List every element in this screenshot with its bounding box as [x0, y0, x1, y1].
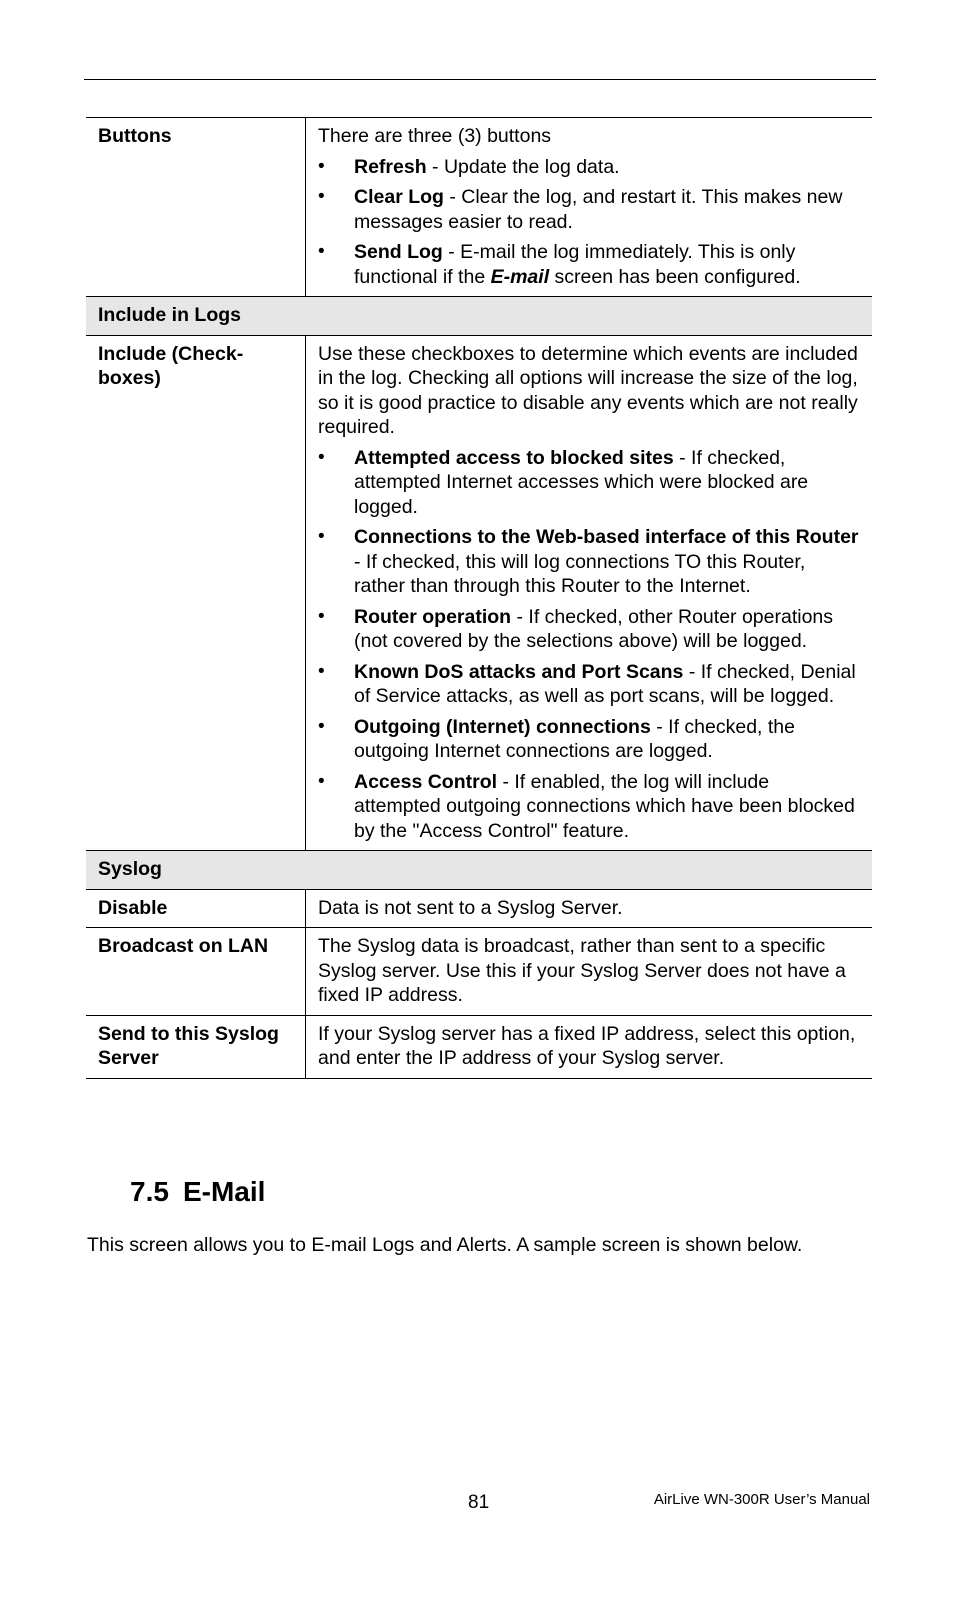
list-item: • Known DoS attacks and Port Scans - If checked, Denial of Service attacks, as well as port scans, will be logged.	[318, 660, 860, 709]
row-description: The Syslog data is broadcast, rather than sent to a specific Syslog server. Use this if your Syslog Server does not have a fixed IP address.	[306, 928, 873, 1016]
page-number: 81	[468, 1492, 490, 1513]
row-label: Include (Check-boxes)	[86, 335, 306, 851]
header-rule	[84, 79, 876, 80]
table-row-disable	[86, 889, 872, 928]
buttons-intro: There are three (3) buttons	[318, 125, 552, 147]
list-item: • Outgoing (Internet) connections - If checked, the outgoing Internet connections are logged.	[318, 715, 860, 764]
row-description	[306, 118, 873, 297]
section-header: Include in Logs	[86, 297, 872, 336]
list-item: • Connections to the Web-based interface of this Router - If checked, this will log connections TO this Router, rather than through this Router to the Internet.	[318, 525, 860, 599]
list-item: • Clear Log - Clear the log, and restart it. This makes new messages easier to read.	[318, 185, 860, 234]
section-row-syslog	[86, 851, 872, 890]
list-item: • Refresh - Update the log data.	[318, 155, 860, 180]
list-item: • Router operation - If checked, other Router operations (not covered by the selections above) will be logged.	[318, 605, 860, 654]
row-description: If your Syslog server has a fixed IP address, select this option, and enter the IP address of your Syslog server.	[306, 1015, 873, 1078]
row-label: Broadcast on LAN	[86, 928, 306, 1016]
section-number: 7.5	[130, 1176, 169, 1207]
list-item: • Access Control - If enabled, the log will include attempted outgoing connections which have been blocked by the "Access Control" feature.	[318, 770, 860, 844]
row-description: Data is not sent to a Syslog Server.	[306, 889, 873, 928]
include-list	[318, 446, 860, 844]
row-label: Buttons	[86, 118, 306, 297]
table-row-broadcast	[86, 928, 872, 1016]
table-row-buttons	[86, 118, 872, 297]
section-title: E-Mail	[182, 1176, 266, 1207]
manual-title: AirLive WN-300R User’s Manual	[653, 1491, 870, 1508]
section-header: Syslog	[86, 851, 872, 890]
row-label: Send to this Syslog Server	[86, 1015, 306, 1078]
include-intro: Use these checkboxes to determine which events are included in the log. Checking all options will increase the size of the log, so it is good practice to disable any events which are not really required.	[318, 342, 858, 438]
section-heading	[130, 1172, 265, 1212]
table-row-include	[86, 335, 872, 851]
row-label: Disable	[86, 889, 306, 928]
section-intro: This screen allows you to E-mail Logs and Alerts. A sample screen is shown below.	[87, 1234, 803, 1256]
row-description	[306, 335, 873, 851]
table-row-send-syslog	[86, 1015, 872, 1078]
settings-table	[86, 117, 872, 1079]
list-item: • Send Log - E-mail the log immediately. This is only functional if the E-mail screen has been configured.	[318, 240, 860, 289]
section-row-include	[86, 297, 872, 336]
list-item: • Attempted access to blocked sites - If checked, attempted Internet accesses which were blocked are logged.	[318, 446, 860, 520]
buttons-list	[318, 155, 860, 290]
